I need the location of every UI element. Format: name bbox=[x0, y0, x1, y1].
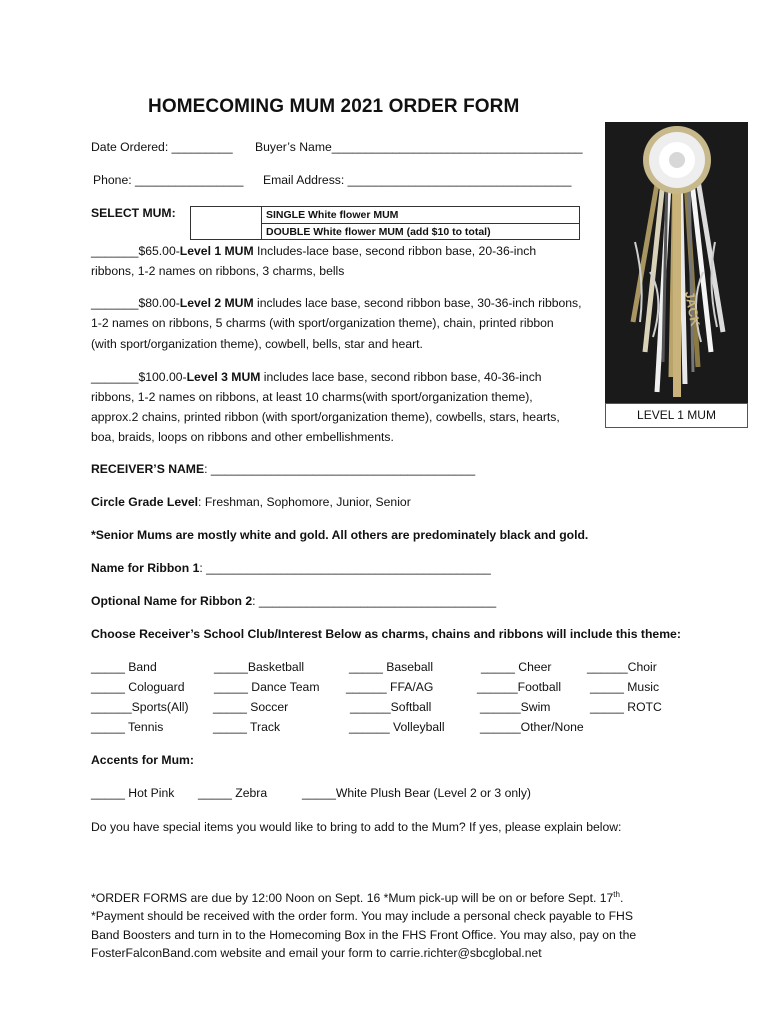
mum-option-double[interactable]: DOUBLE White flower MUM (add $10 to total) bbox=[261, 223, 580, 239]
ribbon-2-blank: : ___________________________________ bbox=[252, 594, 497, 608]
ribbon-2-field[interactable] bbox=[91, 594, 496, 608]
email-field[interactable]: Email Address: _________________________________ bbox=[263, 173, 572, 187]
mum-ribbon-name: JACK bbox=[682, 289, 703, 328]
mum-illustration bbox=[605, 122, 748, 403]
level-1-option[interactable] bbox=[91, 241, 536, 261]
accent-hot-pink[interactable]: _____ Hot Pink bbox=[91, 786, 175, 800]
theme-option[interactable]: ______Choir bbox=[587, 660, 657, 674]
level-3-blank: _______ bbox=[91, 370, 139, 384]
level-2-blank: _______ bbox=[91, 296, 139, 310]
footer-payment-3: FosterFalconBand.com website and email your form to carrie.richter@sbcglobal.net bbox=[91, 946, 542, 960]
theme-option[interactable]: _____ Soccer bbox=[213, 700, 289, 714]
theme-option[interactable]: ______Softball bbox=[350, 700, 432, 714]
senior-note: *Senior Mums are mostly white and gold. All others are predominately black and gold. bbox=[91, 528, 589, 542]
theme-option[interactable]: ______Other/None bbox=[480, 720, 584, 734]
theme-option[interactable]: ______Sports(All) bbox=[91, 700, 189, 714]
footer-payment-1: *Payment should be received with the order form. You may include a personal check payable to FHS bbox=[91, 909, 633, 923]
level-3-desc-2: ribbons, 1-2 names on ribbons, at least 10 charms(with sport/organization theme), bbox=[91, 390, 533, 404]
level-3-desc-3: approx.2 chains, printed ribbon (with sport/organization theme), cowbells, stars, hearts, bbox=[91, 410, 560, 424]
form-title: HOMECOMING MUM 2021 ORDER FORM bbox=[148, 96, 520, 117]
theme-option[interactable]: _____ Band bbox=[91, 660, 157, 674]
footer-deadline-sup: th bbox=[613, 890, 620, 899]
theme-option[interactable]: ______ FFA/AG bbox=[346, 680, 434, 694]
level-3-price: $100.00- bbox=[138, 370, 187, 384]
receiver-name-label: RECEIVER’S NAME bbox=[91, 462, 205, 476]
select-mum-label: SELECT MUM: bbox=[91, 206, 176, 220]
ribbon-2-label: Optional Name for Ribbon 2 bbox=[91, 594, 253, 608]
level-3-name: Level 3 MUM bbox=[186, 370, 261, 384]
ribbon-1-blank: : __________________________________________ bbox=[199, 561, 491, 575]
theme-option[interactable]: _____ Cologuard bbox=[91, 680, 185, 694]
theme-option[interactable]: _____ Track bbox=[213, 720, 281, 734]
footer-deadline-end: . bbox=[619, 891, 624, 906]
footer-payment-2: Band Boosters and turn in to the Homecoming Box in the FHS Front Office. You may also, pay on the bbox=[91, 928, 637, 942]
level-2-desc-2: 1-2 names on ribbons, 5 charms (with sport/organization theme), chain, printed ribbon bbox=[91, 316, 554, 330]
level-2-desc: includes lace base, second ribbon base, 30-36-inch ribbons, bbox=[253, 296, 582, 310]
mum-option-single[interactable]: SINGLE White flower MUM bbox=[261, 207, 580, 223]
special-items-question: Do you have special items you would like to bring to add to the Mum? If yes, please explain below: bbox=[91, 820, 622, 834]
theme-option[interactable]: _____ Tennis bbox=[91, 720, 164, 734]
level-1-desc-2: ribbons, 1-2 names on ribbons, 3 charms, bells bbox=[91, 264, 345, 278]
grade-level-options: : Freshman, Sophomore, Junior, Senior bbox=[198, 495, 411, 509]
level-1-desc: Includes-lace base, second ribbon base, 20-36-inch bbox=[253, 244, 537, 258]
level-1-name: Level 1 MUM bbox=[179, 244, 254, 258]
grade-level-field[interactable] bbox=[91, 495, 411, 509]
level-2-desc-3: (with sport/organization theme), cowbell, bells, star and heart. bbox=[91, 337, 423, 351]
phone-field[interactable]: Phone: ________________ bbox=[93, 173, 244, 187]
level-2-price: $80.00- bbox=[138, 296, 180, 310]
level-1-price: $65.00- bbox=[138, 244, 180, 258]
theme-heading: Choose Receiver’s School Club/Interest Below as charms, chains and ribbons will include this theme: bbox=[91, 627, 681, 641]
grade-level-label: Circle Grade Level bbox=[91, 495, 199, 509]
footer-deadline-text: *ORDER FORMS are due by 12:00 Noon on Sept. 16 *Mum pick-up will be on or before Sept. 17 bbox=[91, 891, 614, 906]
theme-option[interactable]: _____ Baseball bbox=[349, 660, 434, 674]
accent-zebra[interactable]: _____ Zebra bbox=[198, 786, 268, 800]
mum-type-table bbox=[190, 206, 580, 240]
photo-caption: LEVEL 1 MUM bbox=[605, 403, 748, 428]
footer-deadline bbox=[91, 890, 623, 905]
ribbon-1-label: Name for Ribbon 1 bbox=[91, 561, 200, 575]
accents-heading: Accents for Mum: bbox=[91, 753, 194, 767]
level-3-desc-4: boa, braids, loops on ribbons and other embellishments. bbox=[91, 430, 394, 444]
theme-option[interactable]: _____ ROTC bbox=[590, 700, 662, 714]
receiver-name-field[interactable] bbox=[91, 462, 475, 476]
receiver-name-blank: : _______________________________________ bbox=[204, 462, 476, 476]
theme-option[interactable]: _____ Cheer bbox=[481, 660, 552, 674]
theme-option[interactable]: _____Basketball bbox=[214, 660, 305, 674]
theme-option[interactable]: _____ Dance Team bbox=[214, 680, 320, 694]
date-ordered-field[interactable]: Date Ordered: _________ bbox=[91, 140, 233, 154]
theme-option[interactable]: _____ Music bbox=[590, 680, 660, 694]
level-1-blank: _______ bbox=[91, 244, 139, 258]
level-2-option[interactable] bbox=[91, 293, 582, 313]
theme-option[interactable]: ______ Volleyball bbox=[349, 720, 445, 734]
theme-option[interactable]: ______Football bbox=[477, 680, 562, 694]
accent-white-plush-bear[interactable]: _____White Plush Bear (Level 2 or 3 only) bbox=[302, 786, 531, 800]
level-1-mum-photo bbox=[605, 122, 748, 403]
level-3-desc: includes lace base, second ribbon base, 40-36-inch bbox=[260, 370, 542, 384]
level-2-name: Level 2 MUM bbox=[179, 296, 254, 310]
buyer-name-field[interactable]: Buyer’s Name_____________________________________ bbox=[255, 140, 583, 154]
level-3-option[interactable] bbox=[91, 367, 542, 387]
theme-option[interactable]: ______Swim bbox=[480, 700, 551, 714]
ribbon-1-field[interactable] bbox=[91, 561, 491, 575]
